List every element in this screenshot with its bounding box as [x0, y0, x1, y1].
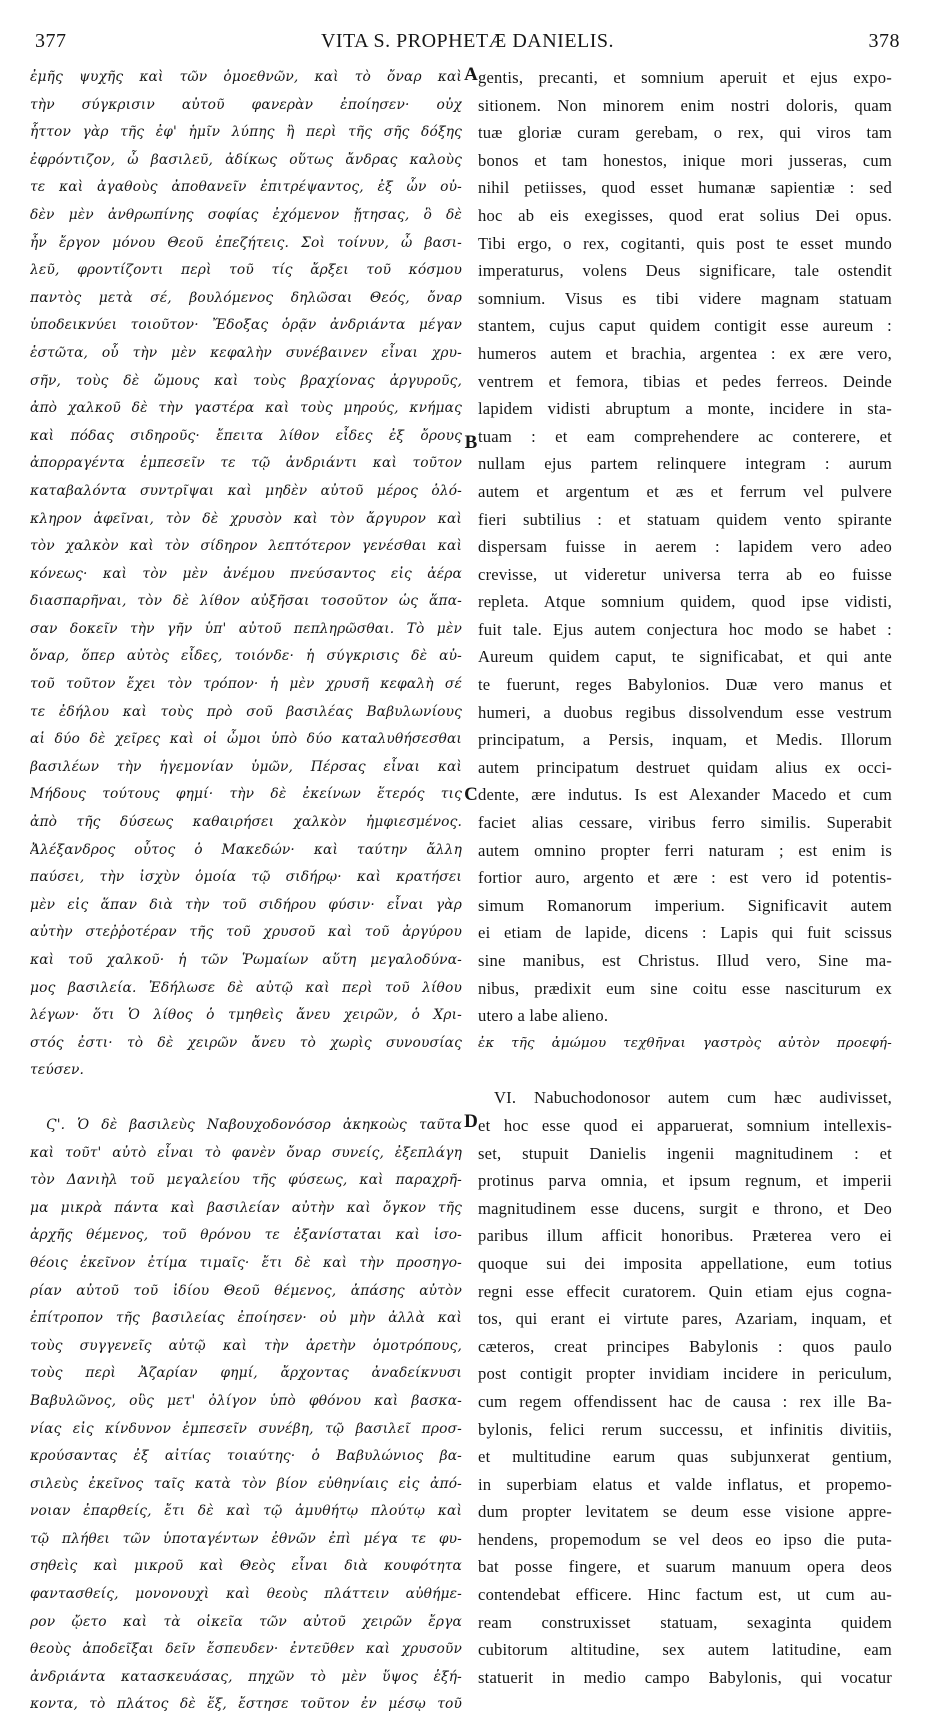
latin-line: regni esse effecit curatorem. Quin etiam ejus cogna- [478, 1281, 892, 1301]
latin-line: cubitorum altitudine, sex autem latitudine, eam [478, 1640, 892, 1660]
latin-line: magnitudinem esse ducens, surgit e throno, et Deo [478, 1198, 892, 1218]
latin-line: dente, ære indutus. Is est Alexander Macedo et cum [478, 785, 892, 805]
greek-line: ἧττον γὰρ τῆς ἐφ' ἡμῖν λύπης ἢ περὶ τῆς σῆς δόξης [30, 124, 462, 141]
latin-line: Tibi ergo, o rex, cogitanti, quis post te esset mundo [478, 233, 892, 253]
greek-line: σιλεὺς ἐκεῖνος ταῖς κατὰ τὸν βίον εὐθηνίαις εἰς ἀπό- [30, 1475, 462, 1492]
latin-line: humeros autem et brachia, argentea : ex ære vero, [478, 343, 892, 363]
latin-line: bat posse fingere, et suarum manuum opera deos [478, 1557, 892, 1577]
greek-line: θέοις ἐκεῖνον ἐτίμα τιμαῖς· ἔτι δὲ καὶ τὴν προσηγο- [30, 1254, 462, 1271]
latin-line: humeri, a duobus regibus dissolvendum esse vestrum [478, 702, 892, 722]
latin-line: tuæ gloriæ curam gerebam, o rex, qui viros tam [478, 123, 892, 143]
margin-marker-b: B [464, 432, 478, 453]
page-header [35, 30, 900, 64]
latin-line: statuerit in medio campo Babylonis, qui vocatur [478, 1667, 892, 1687]
greek-line: ὑποδεικνύει τοιοῦτον· Ἔδοξας ὁρᾷν ἀνδριάντα μέγαν [30, 317, 462, 334]
greek-line: ἐφρόντιζον, ὦ βασιλεῦ, ἀδίκως οὕτως ἄνδρας καλοὺς [30, 151, 462, 168]
greek-line: Ἀλέξανδρος οὗτος ὁ Μακεδών· καὶ ταύτην ἄλλη [30, 841, 462, 858]
greek-line: αἱ δύο δὲ χεῖρες καὶ οἱ ὦμοι ὑπὸ δύο καταλυθήσεσθαι [30, 731, 462, 748]
greek-line: ἀρχῆς θέμενος, τοῦ θρόνου τε ἐξανίσταται καὶ ἰσο- [30, 1227, 462, 1244]
latin-line: sine manibus, est Christus. Illud vero, Sine ma- [478, 951, 892, 970]
latin-line: faciet alias cessare, viribus ferro similis. Superabit [478, 813, 892, 833]
latin-line: cum regem offendissent hac de causa : rex ille Ba- [478, 1391, 892, 1411]
greek-line: κρούσαντας ἐξ αἰτίας τοιαύτης· ὁ Βαβυλώνιος βα- [30, 1448, 462, 1465]
latin-line: dispersam fuisse in aerem : lapidem vero adeo [478, 537, 892, 557]
margin-marker-c: C [464, 784, 478, 805]
page-number-right: 378 [868, 30, 900, 52]
greek-line: τὸν Δανιὴλ τοῦ μεγαλείου τῆς φύσεως, καὶ παραχρῆ- [30, 1172, 462, 1189]
greek-line: ἐπίτροπον τῆς βασιλείας ἐποίησεν· οὐ μὴν ἀλλὰ καὶ [30, 1310, 462, 1327]
greek-line: μος βασιλεία. Ἐδήλωσε δὲ αὐτῷ καὶ περὶ τοῦ λίθου [30, 979, 462, 996]
greek-line: ὄναρ, ὅπερ αὐτὸς εἶδες, τοιόνδε· ἡ σύγκρισις δὲ αὐ- [30, 648, 462, 665]
latin-line: quoque sui dei imposita appellatione, eum totius [478, 1253, 892, 1273]
greek-line: σῆν, τοὺς δὲ ὤμους καὶ τοὺς βραχίονας ἀργυροῦς, [30, 372, 462, 389]
latin-line: somnium. Visus es tibi videre magnam statuam [478, 288, 892, 308]
greek-line: ρον ᾤετο καὶ τὰ οἰκεῖα τῶν αὐτοῦ χειρῶν ἔργα [30, 1613, 462, 1630]
greek-line: ἀπὸ χαλκοῦ δὲ τὴν γαστέρα καὶ τοὺς μηρούς, κνήμας [30, 400, 462, 417]
greek-line: σαν δοκεῖν τὴν γῆν ὑπ' αὐτοῦ πεπληρῶσθαι. Τὸ μὲν [30, 620, 462, 637]
latin-line: post contigit propter invidiam incidere in periculum, [478, 1364, 892, 1384]
greek-line: τοῦ τοῦτον ἔχει τὸν τρόπον· ἡ μὲν χρυσῆ κεφαλὴ σέ [30, 676, 462, 693]
greek-line: μὲν εἰς ἅπαν διὰ τὴν τοῦ σιδήρου φύσιν· εἶναι γὰρ [30, 896, 462, 913]
latin-line: gentis, precanti, et somnium aperuit et ejus expo- [478, 68, 892, 87]
latin-line: stantem, cujus caput quidem contigit esse aureum : [478, 316, 892, 336]
greek-line: Βαβυλῶνος, οὓς μετ' ὀλίγον ὑπὸ φθόνου καὶ βασκα- [30, 1392, 462, 1409]
latin-line: lapidem vidisti abruptum a monte, incidere in sta- [478, 399, 892, 419]
greek-line: καταβαλόντα συντρῖψαι καὶ μηδὲν αὐτοῦ μέρος ὁλό- [30, 482, 462, 499]
greek-line: τεύσεν. [30, 1062, 85, 1079]
latin-line: autem principatum destruet quidam alius ex occi- [478, 757, 892, 777]
latin-line: paribus illum afficit honoribus. Præterea vero ei [478, 1226, 892, 1246]
greek-line: ἀνδριάντα κατασκευάσας, πηχῶν τὸ μὲν ὕψος ἑξή- [30, 1668, 462, 1685]
latin-line: bonos et tam honestos, inique mori jusseras, cum [478, 150, 892, 170]
greek-line: θεοὺς ἀποδεῖξαι δεῖν ἔσπευδεν· ἐντεῦθεν καὶ χρυσοῦν [30, 1641, 462, 1658]
latin-line: ei etiam de lapide, dicens : Lapis qui fuit scissus [478, 923, 892, 943]
latin-line: hendens, propemodum se vel deos eo ipso die puta- [478, 1529, 892, 1549]
page-number-left: 377 [35, 30, 67, 52]
greek-line: λεῦ, φροντίζοντι περὶ τοῦ τίς ἄρξει τοῦ κόσμου [30, 262, 462, 279]
greek-continuation-line: ἐκ τῆς ἀμώμου τεχθῆναι γαστρὸς αὐτὸν προεφή- [478, 1035, 892, 1051]
latin-line: fieri subtilius : et statuam quidem vento spirante [478, 509, 892, 529]
latin-line: contendebat efficere. Hinc factum est, ut cum au- [478, 1585, 892, 1605]
greek-line: ἑστῶτα, οὗ τὴν μὲν κεφαλὴν συνέβαινεν εἶναι χρυ- [30, 344, 462, 361]
running-title: VITA S. PROPHETÆ DANIELIS. [320, 30, 615, 52]
latin-line: imperaturus, volens Deus significare, tale ostendit [478, 261, 892, 281]
greek-line: δὲν μὲν ἀνθρωπίνης σοφίας ἐχόμενον ᾔτησας, ὃ δὲ [30, 206, 462, 223]
greek-line: κόνεως· καὶ τὸν μὲν ἀνέμου πνεύσαντος εἰς ἀέρα [30, 565, 462, 582]
latin-line: repleta. Atque somnium quidem, quod ipse vidisti, [478, 592, 892, 612]
greek-column [30, 64, 462, 1719]
greek-line: κληρον ἀφεῖναι, τὸν δὲ χρυσὸν καὶ τὸν ἄργυρον καὶ [30, 510, 462, 527]
greek-line: τε ἐδήλου καὶ τοὺς πρὸ σοῦ βασιλέας Βαβυλωνίους [30, 703, 462, 720]
latin-line: set, stupuit Danielis ingenii magnitudinem : et [478, 1143, 892, 1163]
latin-line: simum Romanorum imperium. Significavit autem [478, 895, 892, 915]
latin-line: tos, qui erant ei virtute pares, Azariam, inquam, et [478, 1309, 892, 1329]
greek-line: νίας εἰς κίνδυνον ἐμπεσεῖν συνέβη, τῷ βασιλεῖ προσ- [30, 1420, 462, 1437]
greek-line: νοιαν ἐπαρθείς, ἔτι δὲ καὶ τῷ ἀμυθήτῳ πλούτῳ καὶ [30, 1503, 462, 1520]
latin-line: ventrem et femora, tibias et pedes ferreos. Deinde [478, 371, 892, 391]
greek-line: ἐμῆς ψυχῆς καὶ τῶν ὁμοεθνῶν, καὶ τὸ ὄναρ καὶ [30, 69, 462, 85]
greek-line: παύσει, τὴν ἰσχὺν ὁμοία τῷ σιδήρῳ· καὶ κρατήσει [30, 869, 462, 886]
greek-line: τοὺς περὶ Ἀζαρίαν φημί, ἄρχοντας ἀναδείκνυσι [30, 1365, 462, 1382]
latin-line: VI. Nabuchodonosor autem cum hæc audivisset, [494, 1088, 892, 1108]
latin-line: te fuerunt, reges Babylonios. Duæ vero manus et [478, 675, 892, 695]
latin-line: fuit tale. Ejus autem conjectura hoc modo se habet : [478, 619, 892, 639]
latin-line: utero a labe alieno. [478, 1006, 609, 1026]
latin-line: dum propter levitatem se deum esse visione appre- [478, 1502, 892, 1522]
margin-marker-d: D [464, 1111, 478, 1132]
greek-line: ἀπορραγέντα ἐμπεσεῖν τε τῷ ἀνδριάντι καὶ τοῦτον [30, 455, 462, 472]
latin-line: nihil petiisses, quod esset humanæ sapientiæ : sed [478, 178, 892, 198]
latin-line: et hoc esse quod ei apparuerat, somnium intellexis- [478, 1115, 892, 1135]
greek-line: ἦν ἔργον μόνου Θεοῦ ἐπεζήτεις. Σοὶ τοίνυν, ὦ βασι- [30, 234, 462, 251]
greek-line: τὴν σύγκρισιν αὐτοῦ φανερὰν ἐποίησεν· οὐχ [30, 96, 462, 113]
latin-line: et multitudine earum quas subjunxerat gentium, [478, 1447, 892, 1467]
greek-line: στός ἐστι· τὸ δὲ χειρῶν ἄνευ τὸ χωρὶς συνουσίας [30, 1034, 462, 1051]
latin-line: in superbiam elatus et valde inflatus, et propemo- [478, 1474, 892, 1494]
latin-line: sitionem. Non minorem enim nostri doloris, quam [478, 95, 892, 115]
latin-line: Aureum quidem caput, te significabat, et qui ante [478, 647, 892, 667]
latin-line: crevisse, ut videretur universa terra ab eo fuisse [478, 564, 892, 584]
greek-line: τε καὶ ἀγαθοὺς ἀποθανεῖν ἐπιτρέψαντος, ἐξ ὧν οὐ- [30, 179, 462, 196]
latin-line: cæteros, creat principes Babylonis : quos paulo [478, 1336, 892, 1356]
greek-line: ἀπὸ τῆς δύσεως καθαιρήσει χαλκὸν ἠμφιεσμένος. [30, 814, 462, 831]
greek-line: σηθεὶς καὶ μικροῦ καὶ Θεὸς εἶναι διὰ κουφότητα [30, 1558, 462, 1575]
greek-line: μα μικρὰ πάντα καὶ βασιλείαν αὐτὴν καὶ ὄγκον τῆς [30, 1199, 462, 1216]
latin-line: ream construxisset statuam, sexaginta quidem [478, 1612, 892, 1632]
latin-line: nullam ejus partem relinquere integram : aurum [478, 454, 892, 474]
greek-line: καὶ τοῦ χαλκοῦ· ἡ τῶν Ῥωμαίων αὕτη μεγαλοδύνα- [30, 952, 462, 968]
greek-line: τῷ πλήθει τῶν ὑποταγέντων ἐθνῶν ἐπὶ μέγα τε φυ- [30, 1530, 462, 1547]
greek-line: παντὸς μετὰ σέ, βουλόμενος δηλῶσαι Θεός, ὄναρ [30, 289, 462, 306]
greek-line: καὶ τοῦτ' αὐτὸ εἶναι τὸ φανὲν ὄναρ συνείς, ἐξεπλάγη [30, 1144, 462, 1161]
latin-line: autem et argentum et æs et ferrum vel pulvere [478, 481, 892, 501]
greek-line: αὐτὴν στεῤῥοτέραν τῆς τοῦ χρυσοῦ καὶ τοῦ ἀργύρου [30, 924, 462, 941]
margin-marker-a: A [464, 64, 478, 85]
latin-line: autem omnino propter ferri naturam ; est enim is [478, 840, 892, 860]
latin-line: nibus, prædixit eum sine coitu esse nasciturum ex [478, 978, 892, 998]
latin-line: bylonis, felici rerum successu, et infinitis divitiis, [478, 1419, 892, 1439]
greek-line: διασπαρῆναι, τὸν δὲ λίθον αὐξῆσαι τοσοῦτον ὡς ἅπα- [30, 593, 462, 610]
latin-line: principatum, a Persis, inquam, et Medis. Illorum [478, 730, 892, 750]
latin-column [478, 64, 892, 1691]
greek-line: τὸν χαλκὸν καὶ τὸν σίδηρον λεπτότερον γενέσθαι καὶ [30, 538, 462, 555]
greek-line: Ϛ'. Ὁ δὲ βασιλεὺς Ναβουχοδονόσορ ἀκηκοὼς ταῦτα [46, 1116, 462, 1133]
greek-line: κοντα, τὸ πλάτος δὲ ἕξ, ἔστησε τοῦτον ἐν μέσῳ τοῦ [30, 1696, 462, 1713]
latin-line: tuam : et eam comprehendere ac conterere, et [478, 426, 892, 446]
latin-line: hoc ab eis exegisses, quod erat solius Dei opus. [478, 205, 892, 225]
latin-line: fortior auro, argento et ære : est vero id potentis- [478, 868, 892, 888]
greek-line: καὶ πόδας σιδηροῦς· ἔπειτα λίθον εἶδες ἐξ ὄρους [30, 427, 462, 444]
greek-line: φαντασθείς, μονονουχὶ καὶ θεοὺς πλάττειν αὐθήμε- [30, 1586, 462, 1603]
greek-line: βασιλέων τὴν ἡγεμονίαν ὑμῶν, Πέρσας εἶναι καὶ [30, 758, 462, 775]
greek-line: τοὺς συγγενεῖς αὐτῷ καὶ τὴν ἀρετὴν ὁμοτρόπους, [30, 1337, 462, 1354]
latin-line: protinus parva omnia, et ipsum regnum, et imperii [478, 1171, 892, 1191]
greek-line: λέγων· ὅτι Ὁ λίθος ὁ τμηθεὶς ἄνευ χειρῶν, ὁ Χρι- [30, 1007, 462, 1024]
greek-line: ρίαν αὐτοῦ τοῦ ἰδίου Θεοῦ θέμενος, ἁπάσης αὐτὸν [30, 1282, 462, 1299]
greek-line: Μήδους τούτους φημί· τὴν δὲ ἐκείνων ἕτερός τις [30, 786, 462, 803]
